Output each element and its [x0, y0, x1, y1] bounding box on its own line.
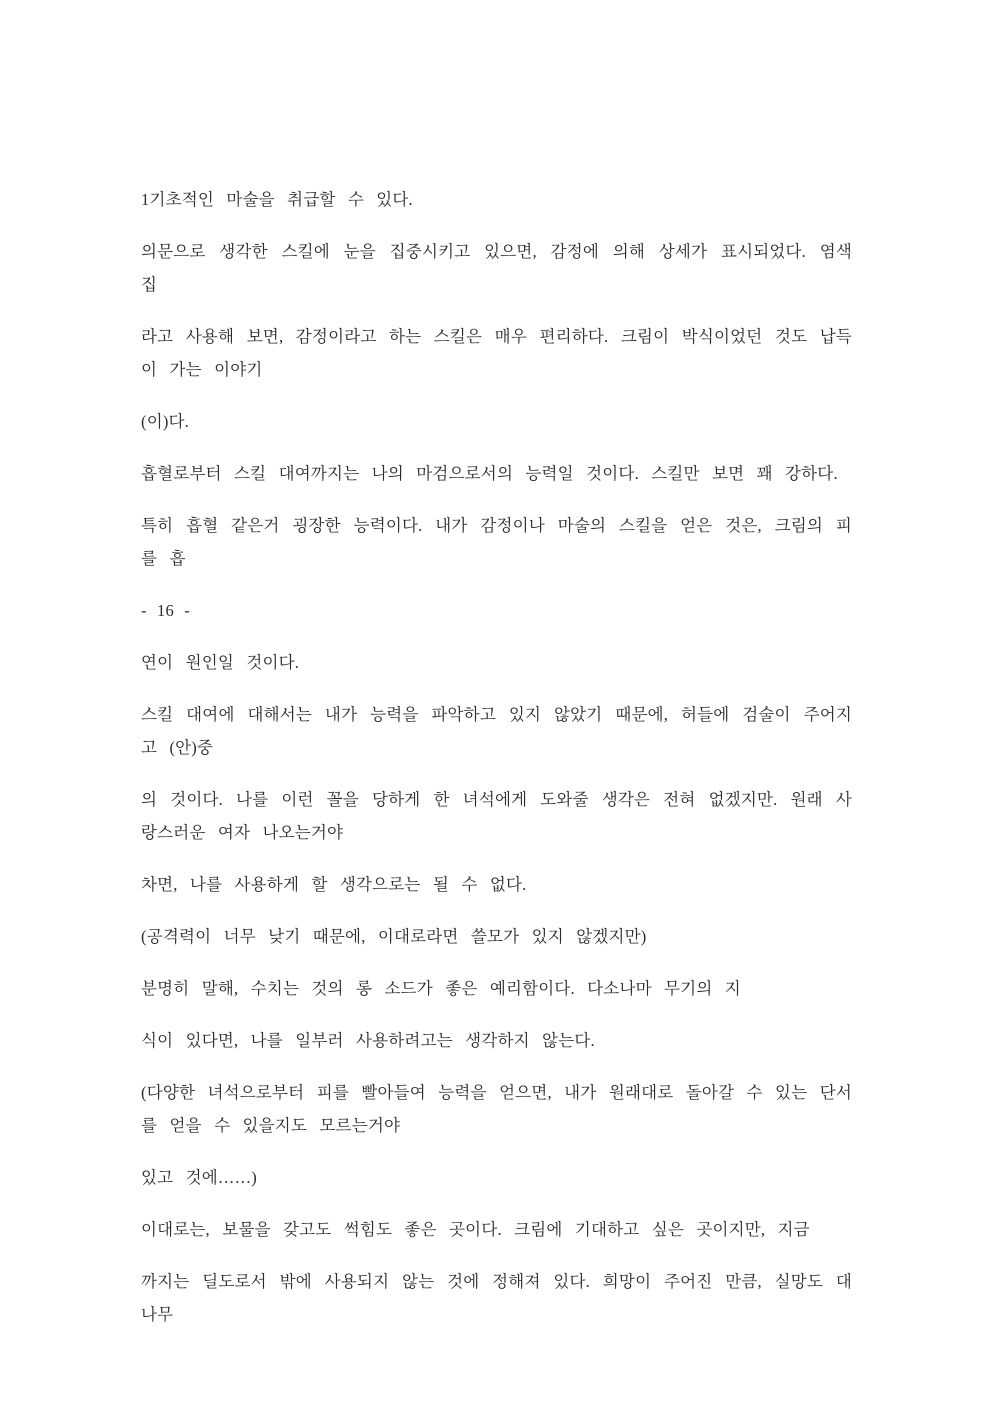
- paragraph: (다양한 녀석으로부터 피를 빨아들여 능력을 얻으면, 내가 원래대로 돌아갈 수 있는 단서를 얻을 수 있을지도 모르는거야: [141, 1083, 852, 1135]
- paragraph: 1기초적인 마술을 취급할 수 있다.: [141, 190, 413, 209]
- paragraph: (이)다.: [141, 412, 189, 431]
- paragraph: 흡혈로부터 스킬 대여까지는 나의 마검으로서의 능력일 것이다. 스킬만 보면 꽤 강하다.: [141, 464, 838, 483]
- paragraph: (공격력이 너무 낮기 때문에, 이대로라면 쓸모가 있지 않겠지만): [141, 927, 647, 946]
- paragraph: 까지는 딜도로서 밖에 사용되지 않는 것에 정해져 있다. 희망이 주어진 만큼, 실망도 대나무: [141, 1272, 852, 1324]
- paragraph: 스킬 대여에 대해서는 내가 능력을 파악하고 있지 않았기 때문에, 허들에 검술이 주어지고 (안)중: [141, 705, 852, 757]
- paragraph: 이대로는, 보물을 갖고도 썩힘도 좋은 곳이다. 크림에 기대하고 싶은 곳이지만, 지금: [141, 1220, 810, 1239]
- paragraph: 차면, 나를 사용하게 할 생각으로는 될 수 없다.: [141, 875, 527, 894]
- paragraph: 특히 흡혈 같은거 굉장한 능력이다. 내가 감정이나 마술의 스킬을 얻은 것은, 크림의 피를 흡: [141, 516, 852, 568]
- paragraph: 라고 사용해 보면, 감정이라고 하는 스킬은 매우 편리하다. 크림이 박식이었던 것도 납득이 가는 이야기: [141, 327, 852, 379]
- page-number: - 16 -: [141, 601, 190, 620]
- paragraph: 의 것이다. 나를 이런 꼴을 당하게 한 녀석에게 도와줄 생각은 전혀 없겠지만. 원래 사랑스러운 여자 나오는거야: [141, 790, 852, 842]
- paragraph: 연이 원인일 것이다.: [141, 653, 300, 672]
- paragraph: 있고 것에……): [141, 1168, 257, 1187]
- paragraph: 분명히 말해, 수치는 것의 롱 소드가 좋은 예리함이다. 다소나마 무기의 지: [141, 979, 741, 998]
- paragraph: 의문으로 생각한 스킬에 눈을 집중시키고 있으면, 감정에 의해 상세가 표시되었다. 염색집: [141, 242, 852, 294]
- paragraph: 식이 있다면, 나를 일부러 사용하려고는 생각하지 않는다.: [141, 1031, 595, 1050]
